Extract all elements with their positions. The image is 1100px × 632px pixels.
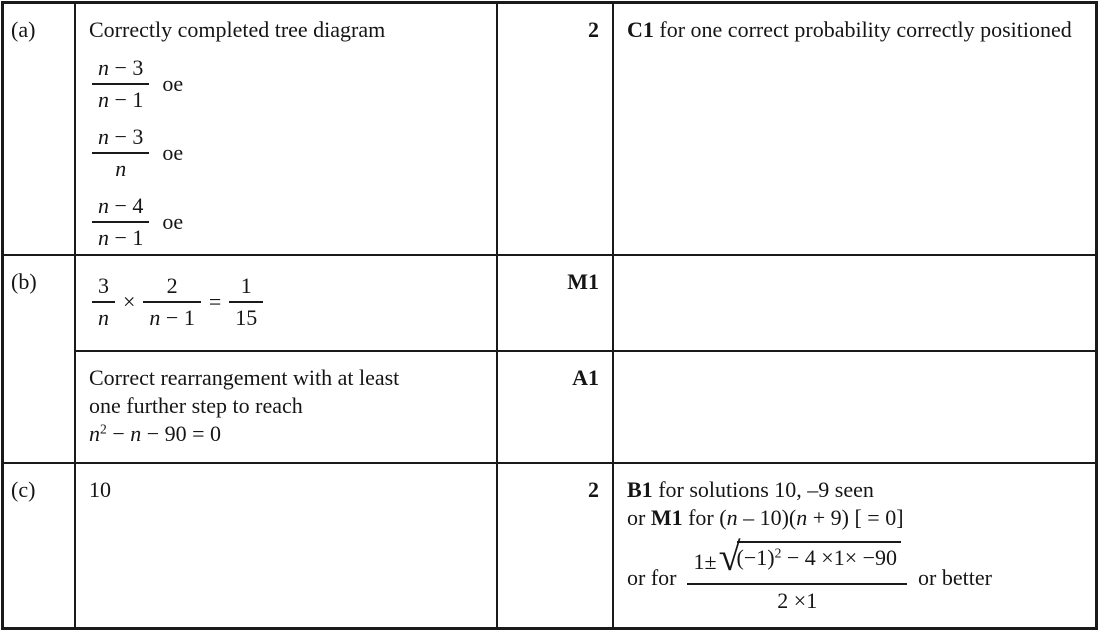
exponent: 2 xyxy=(774,545,782,561)
equation xyxy=(92,273,484,331)
fraction-numerator: 2 xyxy=(143,273,200,303)
part-a-answer-text: Correctly completed tree diagram xyxy=(89,17,386,42)
probability-expression xyxy=(92,193,484,251)
fraction-numerator: 3 xyxy=(92,273,115,303)
part-b-mark-cell-2 xyxy=(498,352,614,464)
part-c-mark-cell xyxy=(498,464,614,627)
part-a-mark: 2 xyxy=(588,17,599,42)
part-b-answer-cell-2 xyxy=(76,352,498,464)
formula-denominator: 2 ×1 xyxy=(777,588,818,613)
fraction-denominator: n xyxy=(98,305,109,330)
probability-expression xyxy=(92,55,484,113)
multiply-sign: × xyxy=(123,289,136,314)
fraction-denominator: 15 xyxy=(235,305,258,330)
part-c-label-cell xyxy=(4,464,76,627)
fraction-denominator: n − 1 xyxy=(98,87,144,112)
equals-sign: = xyxy=(208,289,222,314)
part-c-note-line-1: B1 for solutions 10, –9 seen xyxy=(627,477,874,502)
exponent: 2 xyxy=(100,421,107,437)
radicand: $(-1)^2 - 4 \times 1\times -90$ xyxy=(737,541,902,572)
fraction-numerator: n − 3 xyxy=(92,55,149,85)
fraction xyxy=(92,193,149,251)
part-a-label: (a) xyxy=(11,17,36,42)
mark-code: B1 xyxy=(627,477,653,502)
part-b-note-cell-2 xyxy=(614,352,1095,464)
fraction-denominator: n xyxy=(115,156,127,181)
oe-label: oe xyxy=(162,140,184,165)
part-a-mark-cell xyxy=(498,4,614,256)
part-a-note-text: for one correct probability correctly positioned xyxy=(653,17,1072,42)
part-a-answer-cell xyxy=(76,4,498,256)
formula-numerator: 1± √ $(-1)^2 - 4 \times 1\times -90$ xyxy=(687,541,907,585)
part-c-label: (c) xyxy=(11,477,36,502)
quadratic-equation: $n^2 - n - 90 = 0$ xyxy=(89,421,222,446)
formula-suffix: or better xyxy=(918,565,992,590)
fraction-numerator: n − 4 xyxy=(92,193,149,223)
fraction xyxy=(92,55,149,113)
quadratic-formula-fraction xyxy=(687,534,907,615)
oe-label: oe xyxy=(162,209,184,234)
part-c-mark: 2 xyxy=(588,477,599,502)
fraction-denominator: n − 1 xyxy=(98,225,144,250)
formula-prefix: or for xyxy=(627,565,677,590)
fraction-numerator: n − 3 xyxy=(92,124,149,154)
part-c-note-line-2: or M1 for (n – 10)(n + 9) [ = 0] xyxy=(627,505,904,530)
part-b-mark-2: A1 xyxy=(572,365,599,390)
fraction xyxy=(143,273,200,331)
part-b-label-cell xyxy=(4,256,76,464)
part-c-note-cell xyxy=(614,464,1095,627)
fraction-numerator: 1 xyxy=(229,273,263,303)
fraction xyxy=(229,273,263,331)
part-c-answer-cell xyxy=(76,464,498,627)
part-b-answer-line-2: one further step to reach xyxy=(89,393,303,418)
mark-code: M1 xyxy=(650,505,683,530)
part-a-note-cell xyxy=(614,4,1095,256)
part-b-answer-cell-1 xyxy=(76,256,498,352)
fraction-denominator: n − 1 xyxy=(149,305,195,330)
oe-label: oe xyxy=(162,71,184,96)
mark-code: C1 xyxy=(627,17,654,42)
fraction xyxy=(92,273,115,331)
part-c-answer: 10 xyxy=(89,477,111,502)
part-b-label: (b) xyxy=(11,269,37,294)
mark-scheme-table xyxy=(1,1,1098,630)
part-b-mark-cell-1 xyxy=(498,256,614,352)
part-a-label-cell xyxy=(4,4,76,256)
probability-expression xyxy=(92,124,484,182)
radical-sign: √ xyxy=(718,534,741,579)
quadratic-formula-line xyxy=(627,534,1083,615)
square-root xyxy=(718,534,901,579)
part-b-mark-1: M1 xyxy=(567,269,599,294)
fraction xyxy=(92,124,149,182)
part-b-answer-line-1: Correct rearrangement with at least xyxy=(89,365,400,390)
part-b-note-cell-1 xyxy=(614,256,1095,352)
